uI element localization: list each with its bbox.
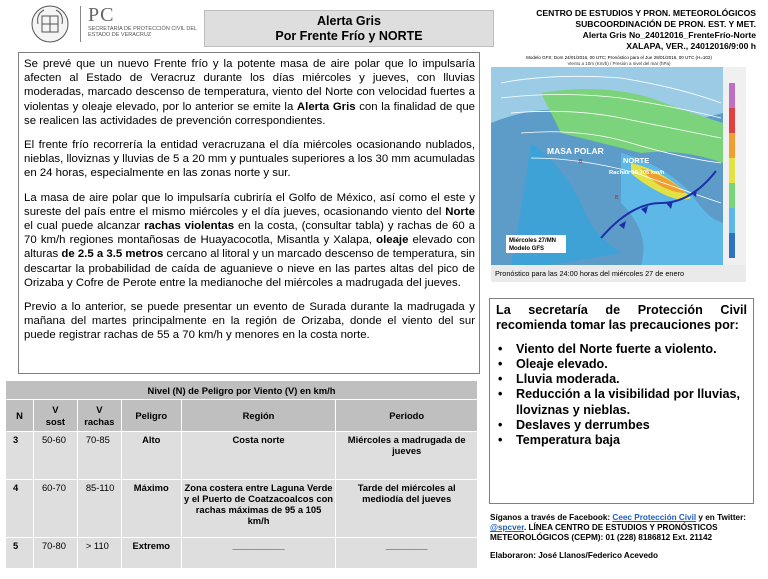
col-header-periodo: Periodo <box>336 400 478 432</box>
alert-title-box <box>204 10 494 47</box>
map-header-1: Modelo GFS: Dom 24/01/2016, 00 UTC; Pronóstico para el Jue 28/01/2016, 00 UTC (H=102) <box>526 55 712 60</box>
list-item: • Viento del Norte fuerte a violento. <box>496 342 747 357</box>
table-row: 3 50-60 70-85 Alto Costa norte Miércoles a madrugada de jueves <box>6 432 478 480</box>
issuer-line-4: XALAPA, VER., 24012016/9:00 h <box>626 41 756 51</box>
logo-acronym: PC <box>88 4 115 26</box>
map-label-model: Modelo GFS <box>509 246 544 252</box>
alert-title: Alerta Gris <box>317 14 381 28</box>
issuer-line-2: SUBCOORDINACIÓN DE PRON. EST. Y MET. <box>575 19 756 29</box>
list-item: • Oleaje elevado. <box>496 357 747 372</box>
facebook-link[interactable]: Ceec Protección Civil <box>612 513 697 522</box>
logo-subtitle: SECRETARÍA DE PROTECCIÓN CIVIL DEL ESTADO DE VERACRUZ <box>88 26 197 38</box>
map-header-2: Viento a 10m (Km/h) / Presión a nivel del mar (hPa) <box>567 61 671 66</box>
issuer-line-1: CENTRO DE ESTUDIOS Y PRON. METEOROLÓGICOS <box>536 8 756 18</box>
recommendations-list <box>496 342 747 449</box>
contact-footer <box>490 513 760 561</box>
col-header-peligro: Peligro <box>121 400 181 432</box>
map-label-norte: NORTE <box>623 156 650 165</box>
wind-danger-table <box>5 380 478 569</box>
forecast-text <box>18 52 480 374</box>
col-header-n: N <box>6 400 34 432</box>
list-item: • Deslaves y derrumbes <box>496 418 747 433</box>
veracruz-seal-icon <box>30 4 70 44</box>
paragraph-1: Se prevé que un nuevo Frente frío y la potente masa de aire polar que lo impulsaría afecten al Estado de Veracruz durante los días miércoles y jueves, con lluvias moderadas, marcado descenso de temperatura, viento del Norte con velocidad fuertes a violentas y oleaje elevado, por lo anterior se emite la Alerta Gris con la finalidad de que se realicen las actividades de prevención correspondientes. <box>24 58 476 127</box>
pc-logo <box>28 4 228 44</box>
table-caption: Nivel (N) de Peligro por Viento (V) en km/h <box>6 381 478 400</box>
recommendations-intro: La secretaría de Protección Civil recomienda tomar las precauciones por: <box>496 303 747 333</box>
map-label-rachas: Rachas 90-105 km/h <box>609 170 665 176</box>
list-item: • Reducción a la visibilidad por lluvias, lloviznas y nieblas. <box>496 387 747 418</box>
issuer-header <box>536 8 756 52</box>
social-info: Síganos a través de Facebook: Ceec Protección Civil y en Twitter: @spcver. LÍNEA CENTRO DE ESTUDIOS Y PRONÓSTICOS METEOROLÓGICOS (CEPM): 01 (228) 8186812 Ext. 21142 <box>490 513 747 542</box>
twitter-link[interactable]: @spcver <box>490 523 524 532</box>
map-caption: Pronóstico para las 24:00 horas del miércoles 27 de enero <box>491 265 746 282</box>
credits: Elaboraron: José Llanos/Federico Acevedo <box>490 551 659 560</box>
table-row: 4 60-70 85-110 Máximo Zona costera entre Laguna Verde y el Puerto de Coatzacoalcos con rachas máximas de 95 a 105 km/h Tarde del miércoles al mediodía del jueves <box>6 480 478 538</box>
paragraph-2: El frente frío recorrería la entidad veracruzana el día miércoles ocasionando nublados, nieblas, lloviznas y lluvias de 5 a 20 mm y puntuales superiores a los 30 mm acumuladas en 24 horas, especialmente en las zonas norte y sur. <box>24 139 475 180</box>
list-item: • Lluvia moderada. <box>496 372 747 387</box>
map-label-day: Miércoles 27/MN <box>509 238 557 244</box>
col-header-v-rachas: V rachas <box>77 400 121 432</box>
paragraph-3: La masa de aire polar que lo impulsaría cubriría el Golfo de México, así como el este y sureste del país entre el mismo miércoles y el día jueves, ocasionando viento del Norte el cual puede alcanzar rachas violentas en la costa, (consultar tabla) y rachas de 60 a 70 km/h regiones montañosas de Huayacocotla, Misantla y Xalapa, oleaje elevado con alturas de 2.5 a 3.5 metros cercano al litoral y un marcado descenso de temperatura, sin descartar la probabilidad de caída de aguanieve o nieve en las partes altas del pico de Orizaba y Cofre de Perote entre la medianoche del miércoles a madrugada del jueves. <box>24 191 476 289</box>
col-header-v-sost: V sost <box>33 400 77 432</box>
paragraph-4: Previo a lo anterior, se puede presentar un evento de Surada durante la madrugada y mañana del martes principalmente en la región de Orizaba, donde el viento del sur puede registrar rachas de 55 a 70 km/h y menores en la costa norte. <box>24 301 475 342</box>
svg-text:B: B <box>615 195 619 201</box>
col-header-region: Región <box>181 400 336 432</box>
map-label-polar: MASA POLAR <box>547 146 604 156</box>
list-item: • Temperatura baja <box>496 433 747 448</box>
issuer-line-3: Alerta Gris No_24012016_FrenteFrío-Norte <box>582 30 756 40</box>
recommendations-box <box>489 298 754 504</box>
forecast-map-graphic <box>491 53 746 265</box>
forecast-map <box>491 53 746 265</box>
svg-text:B: B <box>579 159 583 165</box>
table-row: 5 70-80 > 110 Extremo __________ ________ <box>6 538 478 569</box>
logo-divider <box>80 6 81 42</box>
alert-subtitle: Por Frente Frío y NORTE <box>275 29 423 43</box>
